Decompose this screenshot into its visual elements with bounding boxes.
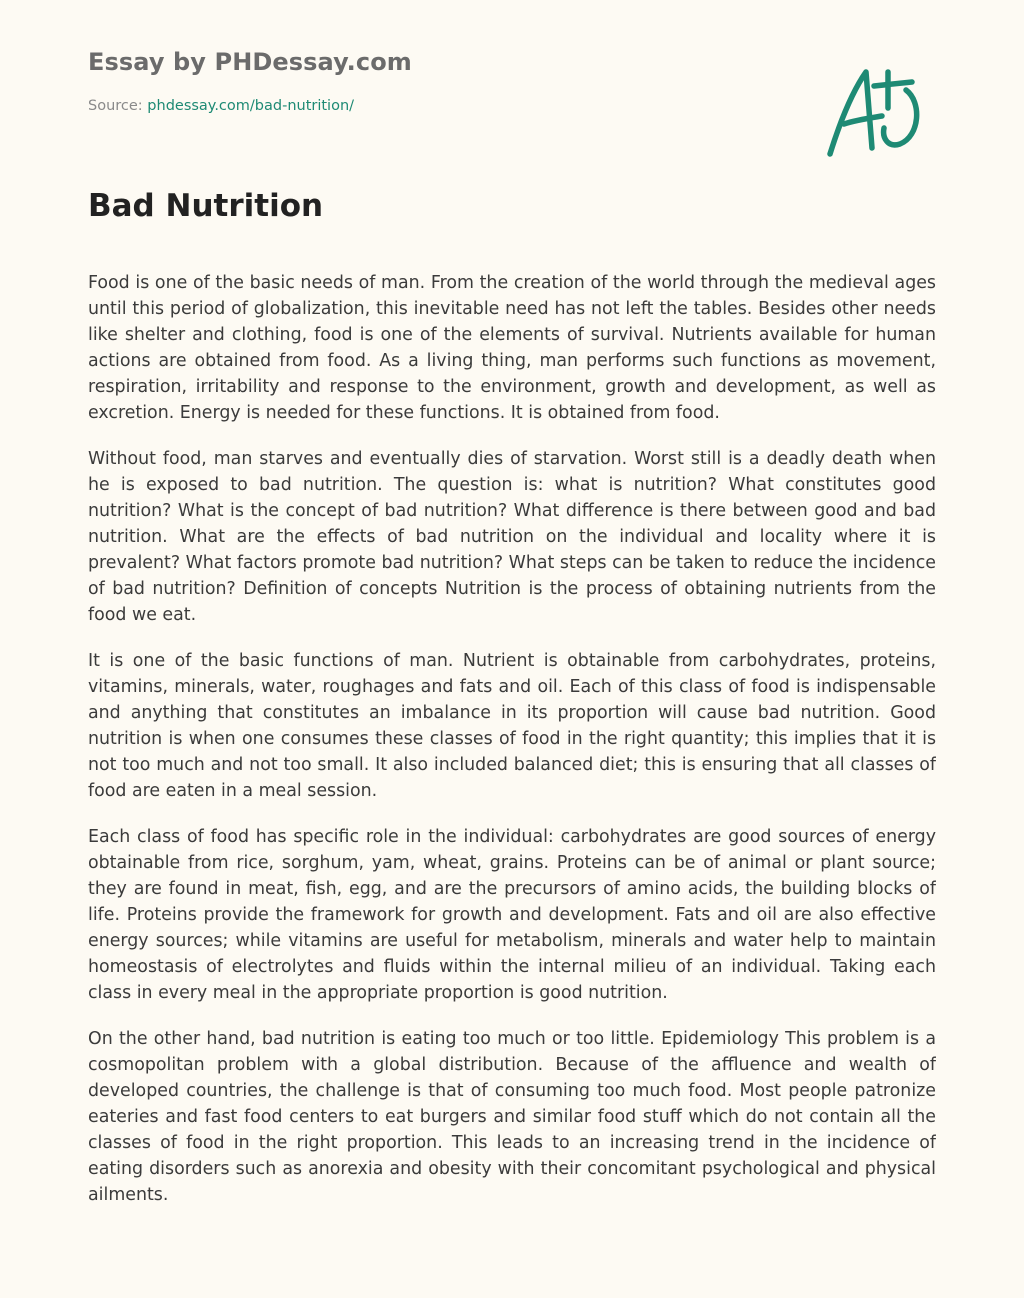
a-plus-logo-icon bbox=[822, 62, 932, 162]
essay-paragraph: On the other hand, bad nutrition is eating too much or too little. Epidemiology This problem is a cosmopolitan problem with a global distribution. Because of the affluence and wealth of developed countries, the challenge is that of consuming too much food. Most people patronize eateries and fast food centers to eat burgers and similar food stuff which do not contain all the classes of food in the right proportion. This leads to an increasing trend in the incidence of eating disorders such as anorexia and obesity with their concomitant psychological and physical ailments. bbox=[88, 1029, 936, 1205]
essay-paragraph: Each class of food has specific role in the individual: carbohydrates are good sources of energy obtainable from rice, sorghum, yam, wheat, grains. Proteins can be of animal or plant source; they are found in meat, fish, egg, and are the precursors of amino acids, the building blocks of life. Proteins provide the framework for growth and development. Fats and oil are also effective energy sources; while vitamins are useful for metabolism, minerals and water help to maintain homeostasis of electrolytes and fluids within the internal milieu of an individual. Taking each class in every meal in the appropriate proportion is good nutrition. bbox=[88, 827, 936, 1003]
essay-paragraph: Food is one of the basic needs of man. From the creation of the world through the medieval ages until this period of globalization, this inevitable need has not left the tables. Besides other needs like shelter and clothing, food is one of the elements of survival. Nutrients available for human actions are obtained from food. As a living thing, man performs such functions as movement, respiration, irritability and response to the environment, growth and development, as well as excretion. Energy is needed for these functions. It is obtained from food. bbox=[88, 273, 936, 423]
source-line bbox=[88, 98, 938, 114]
essay-body bbox=[88, 270, 936, 1250]
site-title: Essay by PHDessay.com bbox=[88, 48, 412, 76]
essay-paragraph: Without food, man starves and eventually dies of starvation. Worst still is a deadly death when he is exposed to bad nutrition. The question is: what is nutrition? What constitutes good nutrition? What is the concept of bad nutrition? What difference is there between good and bad nutrition. What are the effects of bad nutrition on the individual and locality where it is prevalent? What factors promote bad nutrition? What steps can be taken to reduce the incidence of bad nutrition? Definition of concepts Nutrition is the process of obtaining nutrients from the food we eat. bbox=[88, 449, 936, 625]
page-header bbox=[88, 48, 938, 114]
essay-paragraph: It is one of the basic functions of man. Nutrient is obtainable from carbohydrates, proteins, vitamins, minerals, water, roughages and fats and oil. Each of this class of food is indispensable and anything that constitutes an imbalance in its proportion will cause bad nutrition. Good nutrition is when one consumes these classes of food in the right quantity; this implies that it is not too much and not too small. It also included balanced diet; this is ensuring that all classes of food are eaten in a meal session. bbox=[88, 651, 936, 801]
source-label: Source: bbox=[88, 98, 143, 114]
essay-title: Bad Nutrition bbox=[88, 188, 324, 224]
source-link[interactable]: phdessay.com/bad-nutrition/ bbox=[147, 98, 355, 114]
